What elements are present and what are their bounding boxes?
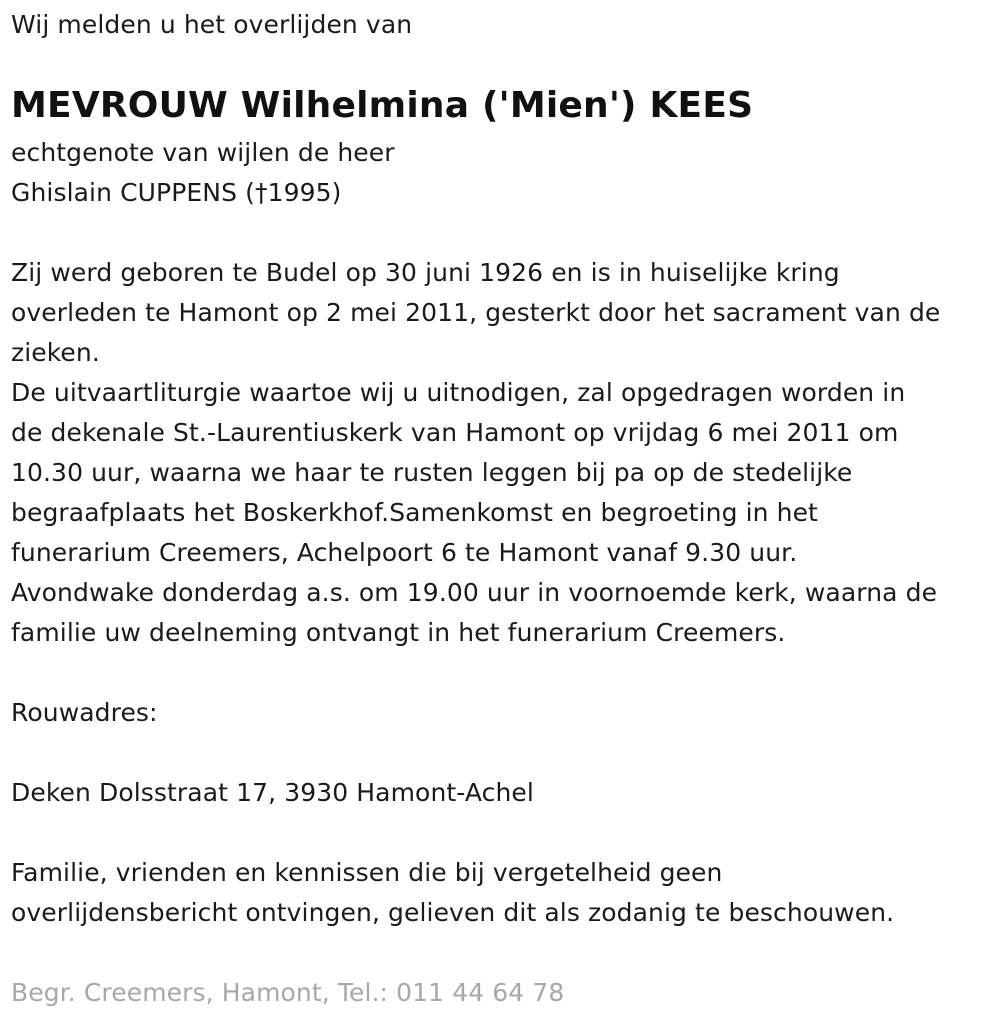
body-line: Zij werd geboren te Budel op 30 juni 1926 en is in huiselijke kring: [11, 258, 840, 287]
spacer: [11, 733, 534, 773]
closing-note: [11, 853, 894, 933]
body-line: de dekenale St.-Laurentiuskerk van Hamont op vrijdag 6 mei 2011 om: [11, 418, 899, 447]
body-line: Avondwake donderdag a.s. om 19.00 uur in voornoemde kerk, waarna de: [11, 578, 938, 607]
body-line: zieken.: [11, 338, 100, 367]
spouse-line: echtgenote van wijlen de heer: [11, 138, 395, 167]
body-line: begraafplaats het Boskerkhof.Samenkomst en begroeting in het: [11, 498, 818, 527]
body-line: familie uw deelneming ontvangt in het funerarium Creemers.: [11, 618, 786, 647]
funeral-home-footer: Begr. Creemers, Hamont, Tel.: 011 44 64 78: [11, 978, 565, 1007]
closing-line: Familie, vrienden en kennissen die bij vergetelheid geen: [11, 858, 723, 887]
address-label: Rouwadres:: [11, 698, 158, 727]
spouse-section: [11, 133, 395, 213]
body-line: 10.30 uur, waarna we haar te rusten leggen bij pa op de stedelijke: [11, 458, 853, 487]
mourning-address: Deken Dolsstraat 17, 3930 Hamont-Achel: [11, 778, 534, 807]
body-line: funerarium Creemers, Achelpoort 6 te Hamont vanaf 9.30 uur.: [11, 538, 798, 567]
body-line: De uitvaartliturgie waartoe wij u uitnodigen, zal opgedragen worden in: [11, 378, 906, 407]
mourning-address-section: [11, 693, 534, 813]
body-line: overleden te Hamont op 2 mei 2011, gesterkt door het sacrament van de: [11, 298, 941, 327]
deceased-name: MEVROUW Wilhelmina ('Mien') KEES: [11, 85, 754, 126]
spouse-line: Ghislain CUPPENS (†1995): [11, 178, 342, 207]
intro-text: Wij melden u het overlijden van: [11, 10, 413, 39]
obituary-body: [11, 253, 940, 653]
closing-line: overlijdensbericht ontvingen, gelieven dit als zodanig te beschouwen.: [11, 898, 895, 927]
